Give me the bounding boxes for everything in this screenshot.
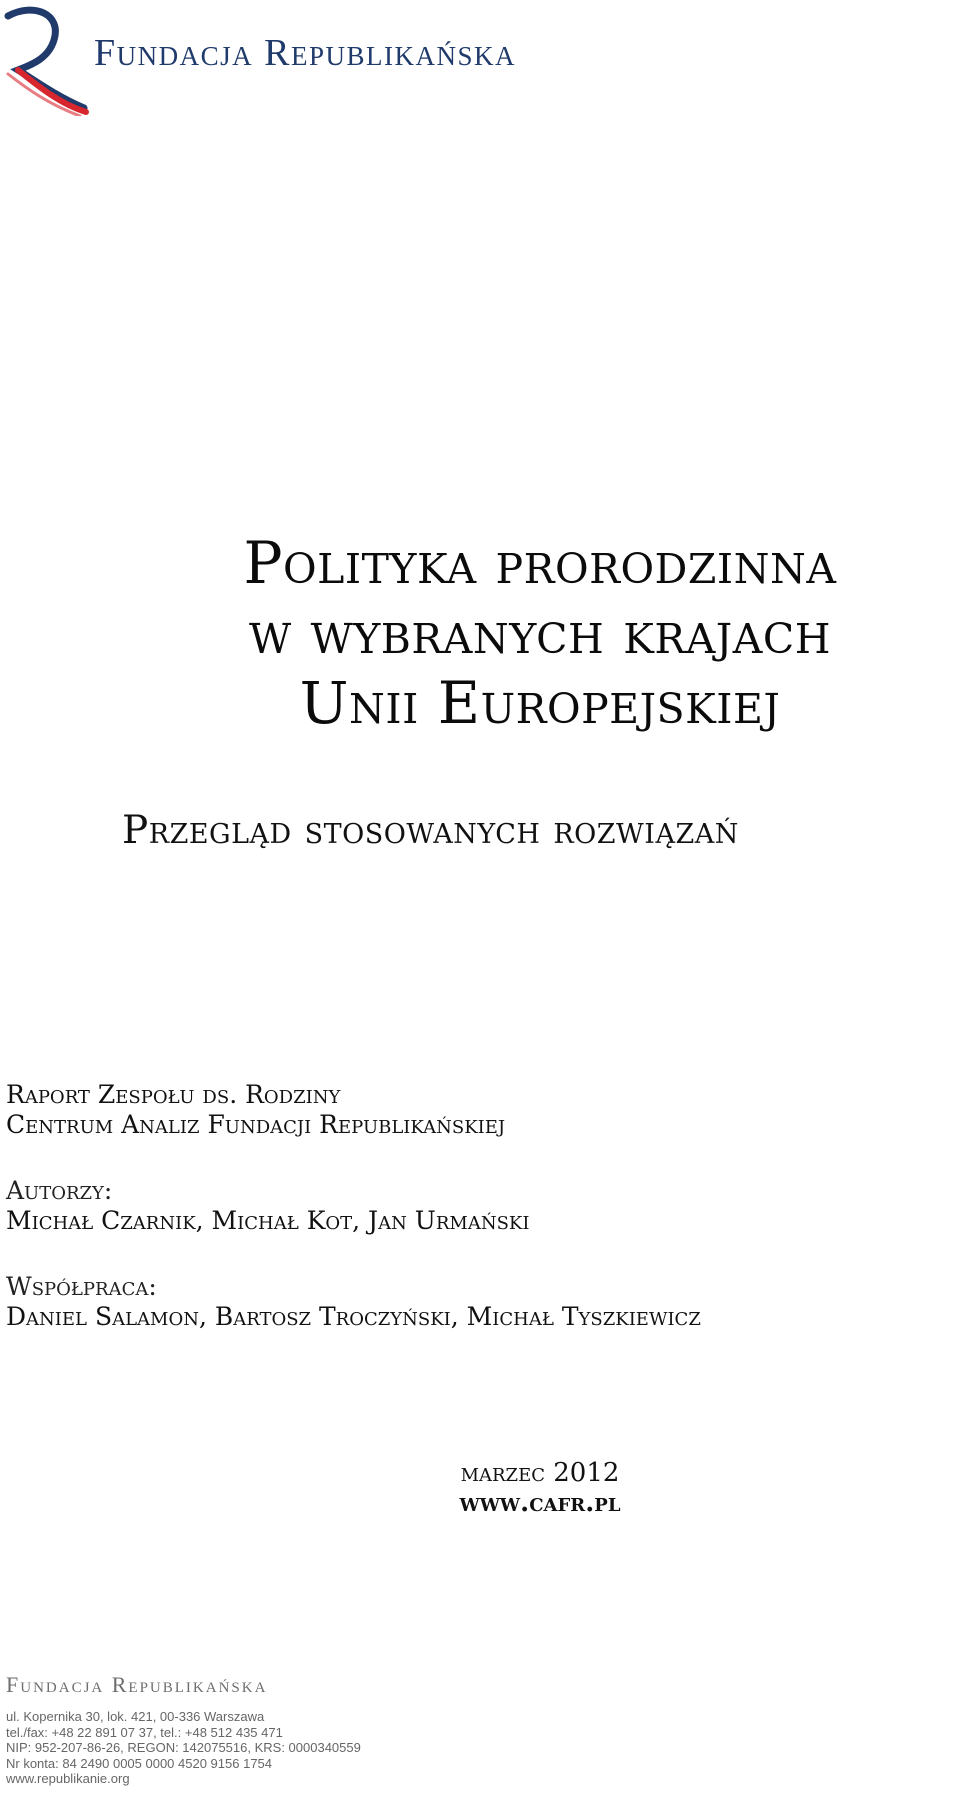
footer-brand: Fundacja Republikańska	[6, 1672, 268, 1697]
report-center-line: Centrum Analiz Fundacji Republikańskiej	[6, 1110, 506, 1139]
publication-url[interactable]: www.cafr.pl	[459, 1488, 621, 1518]
footer-phone: tel./fax: +48 22 891 07 37, tel.: +48 512 435 471	[6, 1724, 283, 1740]
authors-label: Autorzy:	[6, 1176, 113, 1205]
header-brand: Fundacja Republikańska	[94, 32, 516, 74]
footer-website[interactable]: www.republikanie.org	[6, 1771, 130, 1786]
document-title	[140, 528, 940, 738]
republican-r-logo-icon	[4, 4, 90, 116]
cooperation-list: Daniel Salamon, Bartosz Troczyński, Michał Tyszkiewicz	[6, 1302, 701, 1331]
authors-list: Michał Czarnik, Michał Kot, Jan Urmański	[6, 1206, 530, 1235]
footer-account: Nr konta: 84 2490 0005 0000 4520 9156 1754	[6, 1755, 273, 1771]
report-team-line: Raport Zespołu ds. Rodziny	[6, 1080, 341, 1109]
cooperation-block	[6, 1272, 701, 1332]
cooperation-label: Współpraca:	[6, 1272, 157, 1301]
report-info	[6, 1080, 701, 1368]
document-subtitle: Przegląd stosowanych rozwiązań	[122, 808, 739, 853]
footer-address: ul. Kopernika 30, lok. 421, 00-336 Warszawa	[6, 1709, 265, 1724]
footer-contact	[6, 1709, 361, 1787]
report-team-block	[6, 1080, 701, 1140]
footer-registry: NIP: 952-207-86-26, REGON: 142075516, KRS: 0000340559	[6, 1740, 361, 1755]
publication-date: marzec 2012	[460, 1458, 620, 1488]
publication-info	[400, 1458, 680, 1518]
title-line: Unii Europejskiej	[299, 669, 781, 737]
authors-block	[6, 1176, 701, 1236]
title-line: Polityka prorodzinna	[243, 529, 837, 597]
title-line: w wybranych krajach	[249, 599, 831, 667]
